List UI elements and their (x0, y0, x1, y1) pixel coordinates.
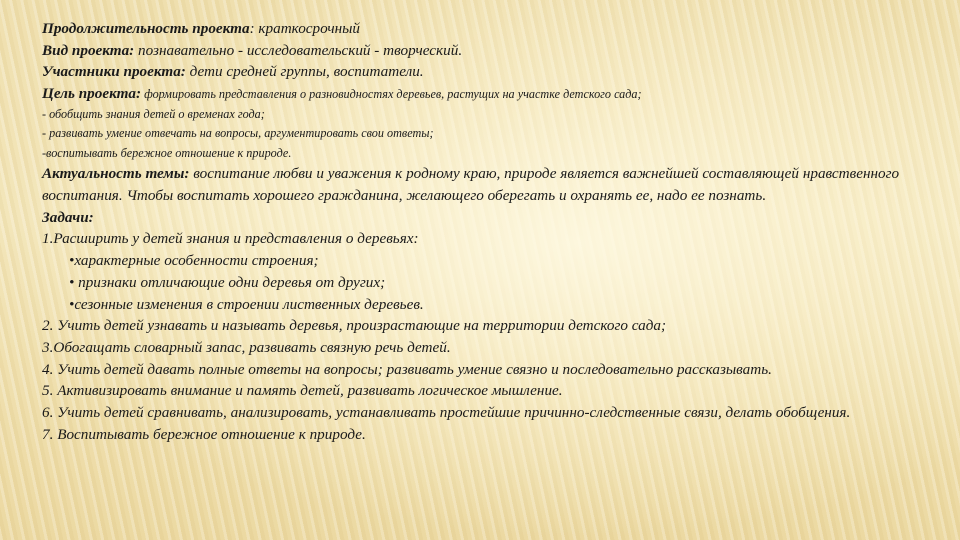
participants-line (42, 61, 932, 83)
type-line (42, 40, 932, 62)
duration-label: Продолжительность проекта (42, 20, 250, 37)
goal-item: - развивать умение отвечать на вопросы, аргументировать свои ответы; (42, 126, 434, 141)
task-bullet: •характерные особенности строения; (69, 252, 319, 270)
type-label: Вид проекта: (42, 41, 135, 59)
goal-line (42, 83, 932, 105)
goal-label: Цель проекта: (42, 85, 142, 103)
task-item: 5. Активизировать внимание и память детей, развивать логическое мышление. (42, 382, 563, 400)
task-item: 2. Учить детей узнавать и называть деревья, произрастающие на территории детского сада; (42, 317, 667, 335)
tasks-heading: Задачи: (42, 208, 94, 226)
task-item: 3.Обогащать словарный запас, развивать связную речь детей. (42, 338, 451, 356)
relevance-paragraph (42, 163, 932, 206)
participants-value: дети средней группы, воспитатели. (185, 63, 424, 81)
participants-label: Участники проекта: (42, 63, 186, 81)
task-bullet: •сезонные изменения в строении лиственных деревьев. (69, 295, 424, 313)
task-item: 6. Учить детей сравнивать, анализировать, устанавливать простейшие причинно-следственные связи, делать обобщения. (42, 404, 851, 422)
task-item: 7. Воспитывать бережное отношение к природе. (42, 425, 366, 443)
task-item: 1.Расширить у детей знания и представления о деревьях: (42, 230, 419, 248)
goal-value: формировать представления о разновидностях деревьев, растущих на участке детского сада; (141, 87, 642, 102)
duration-line (42, 18, 932, 40)
type-value: познавательно - исследовательский - творческий. (134, 41, 463, 59)
duration-value: : краткосрочный (249, 20, 360, 37)
task-bullet: • признаки отличающие одни деревья от других; (69, 273, 386, 291)
relevance-label: Актуальность темы: (42, 165, 190, 183)
task-item: 4. Учить детей давать полные ответы на вопросы; развивать умение связно и последовательно рассказывать. (42, 360, 772, 378)
slide-text-body (42, 18, 932, 445)
goal-item: -воспитывать бережное отношение к природе. (42, 145, 292, 160)
goal-item: - обобщить знания детей о временах года; (42, 106, 265, 121)
relevance-value: воспитание любви и уважения к родному краю, природе является важнейшей составляющей нравственного воспитания. Чтобы воспитать хорошего гражданина, желающего оберегать и охранять ее, надо ее познать. (42, 165, 900, 205)
